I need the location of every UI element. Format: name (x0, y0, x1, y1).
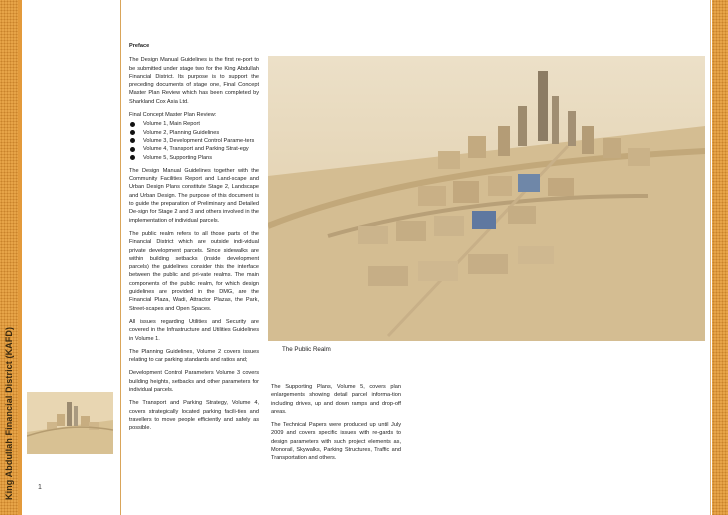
gold-accent-bar (18, 0, 22, 515)
preface-paragraph: All issues regarding Utilities and Security are covered in the Infrastructure and Utilities Guidelines in Volume 1. (129, 318, 259, 342)
aerial-thumbnail-image (27, 392, 113, 454)
preface-paragraph: Final Concept Master Plan Review: (129, 112, 217, 119)
figure-caption: The Public Realm (282, 346, 331, 353)
preface-paragraph: The Transport and Parking Strategy, Volume 4, covers strategically located parking facili-ties and travellers to move people efficiently and safely as possible. (129, 400, 259, 432)
preface-paragraph: The public realm refers to all those parts of the Financial District which are outside indi-vidual private development parcels. Since sidewalks are within building setbacks (inside development parcels) the guidelines consider this the interface between the public and pri-vate realms. The main components of the public realm, for which design guidelines are provided in the DMG, are the Financial Plaza, Wadi, Attractor Plazas, the Park, Street-scapes and Open Spaces. (129, 230, 259, 312)
column-paragraph: The Technical Papers were produced up until July 2009 and covers specific issues with re-gards to design parameters with such project elements as, Monorail, Skywalks, Parking Structures, Traffic and Transportation and others. (271, 422, 401, 462)
preface-heading: Preface (129, 43, 150, 49)
preface-paragraph: The Planning Guidelines, Volume 2 covers issues relating to car parking standards and ratios and; (129, 348, 259, 364)
volume-list (129, 120, 259, 161)
second-column (271, 383, 401, 468)
vertical-document-title: King Abdullah Financial District (KAFD) (4, 326, 14, 500)
list-item: Volume 1, Main Report (129, 120, 259, 128)
right-divider (710, 0, 711, 515)
list-item: Volume 3, Development Control Parame-ters (129, 137, 259, 145)
preface-paragraph: The Design Manual Guidelines is the first re-port to be submitted under stage two for the King Abdullah Financial District. Its purpose is to support the preceding documents of stage one, Final Concept Master Plan Review which has been completed by Sharkland Cox Asia Ltd. (129, 57, 259, 105)
decorative-pattern-strip-right (712, 0, 728, 515)
public-realm-aerial-image (268, 56, 705, 341)
preface-paragraph: The Design Manual Guidelines together with the Community Facilities Report and Land-scape and Urban Design Plans constitute Stage 2, Landscape and Urban Design. The purpose of this document is to guide the preparation of Preliminary and Detailed De-sign for Stage 2 and 3 and others involved in the implementation of individual parcels. (129, 167, 259, 224)
column-paragraph: The Supporting Plans, Volume 5, covers plan enlargements showing detail parcel informa-tion including drives, up and down ramps and drop-off areas. (271, 384, 401, 415)
list-item: Volume 4, Transport and Parking Strat-egy (129, 145, 259, 153)
preface-paragraph: Development Control Parameters Volume 3 covers building heights, setbacks and other parameters for individual parcels. (129, 370, 259, 393)
column-divider (120, 0, 121, 515)
page-number: 1 (38, 484, 42, 491)
list-item: Volume 2, Planning Guidelines (129, 129, 259, 137)
preface-column (129, 42, 259, 437)
list-item: Volume 5, Supporting Plans (129, 154, 259, 162)
